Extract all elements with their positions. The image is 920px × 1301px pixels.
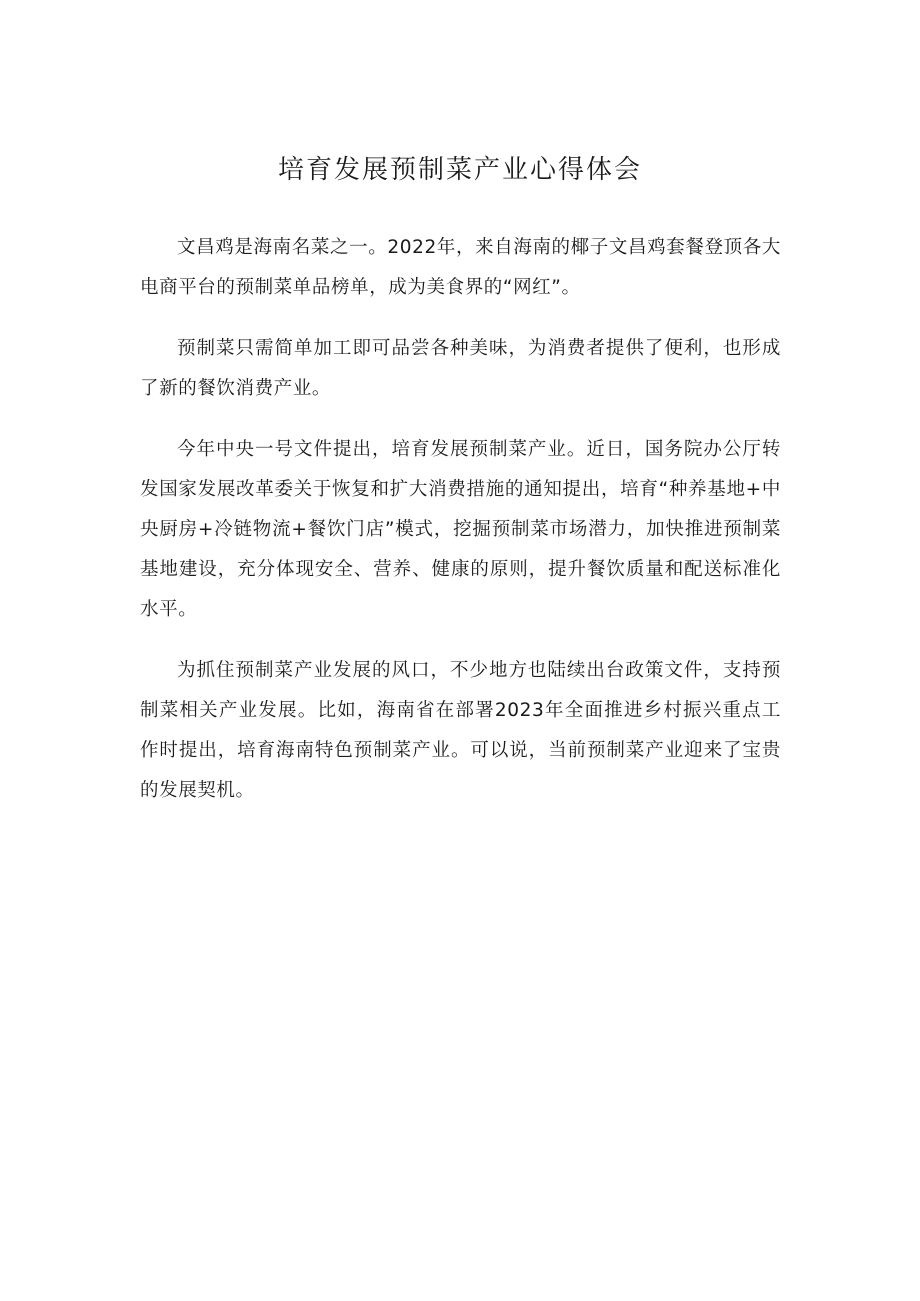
paragraph-3: 今年中央一号文件提出，培育发展预制菜产业。近日，国务院办公厅转发国家发展改革委关于恢复和扩大消费措施的通知提出，培育“种养基地+中央厨房+冷链物流+餐饮门店”模式，挖掘预制菜市场潜力，加快推进预制菜基地建设，充分体现安全、营养、健康的原则，提升餐饮质量和配送标准化水平。 xyxy=(140,439,781,620)
paragraph-4: 为抓住预制菜产业发展的风口，不少地方也陆续出台政策文件，支持预制菜相关产业发展。比如，海南省在部署2023年全面推进乡村振兴重点工作时提出，培育海南特色预制菜产业。可以说，当前预制菜产业迎来了宝贵的发展契机。 xyxy=(140,660,781,801)
document-body xyxy=(140,228,781,832)
paragraph-1: 文昌鸡是海南名菜之一。2022年，来自海南的椰子文昌鸡套餐登顶各大电商平台的预制菜单品榜单，成为美食界的“网红”。 xyxy=(140,237,781,298)
document-title: 培育发展预制菜产业心得体会 xyxy=(277,155,642,185)
paragraph-2: 预制菜只需简单加工即可品尝各种美味，为消费者提供了便利，也形成了新的餐饮消费产业。 xyxy=(140,338,781,399)
